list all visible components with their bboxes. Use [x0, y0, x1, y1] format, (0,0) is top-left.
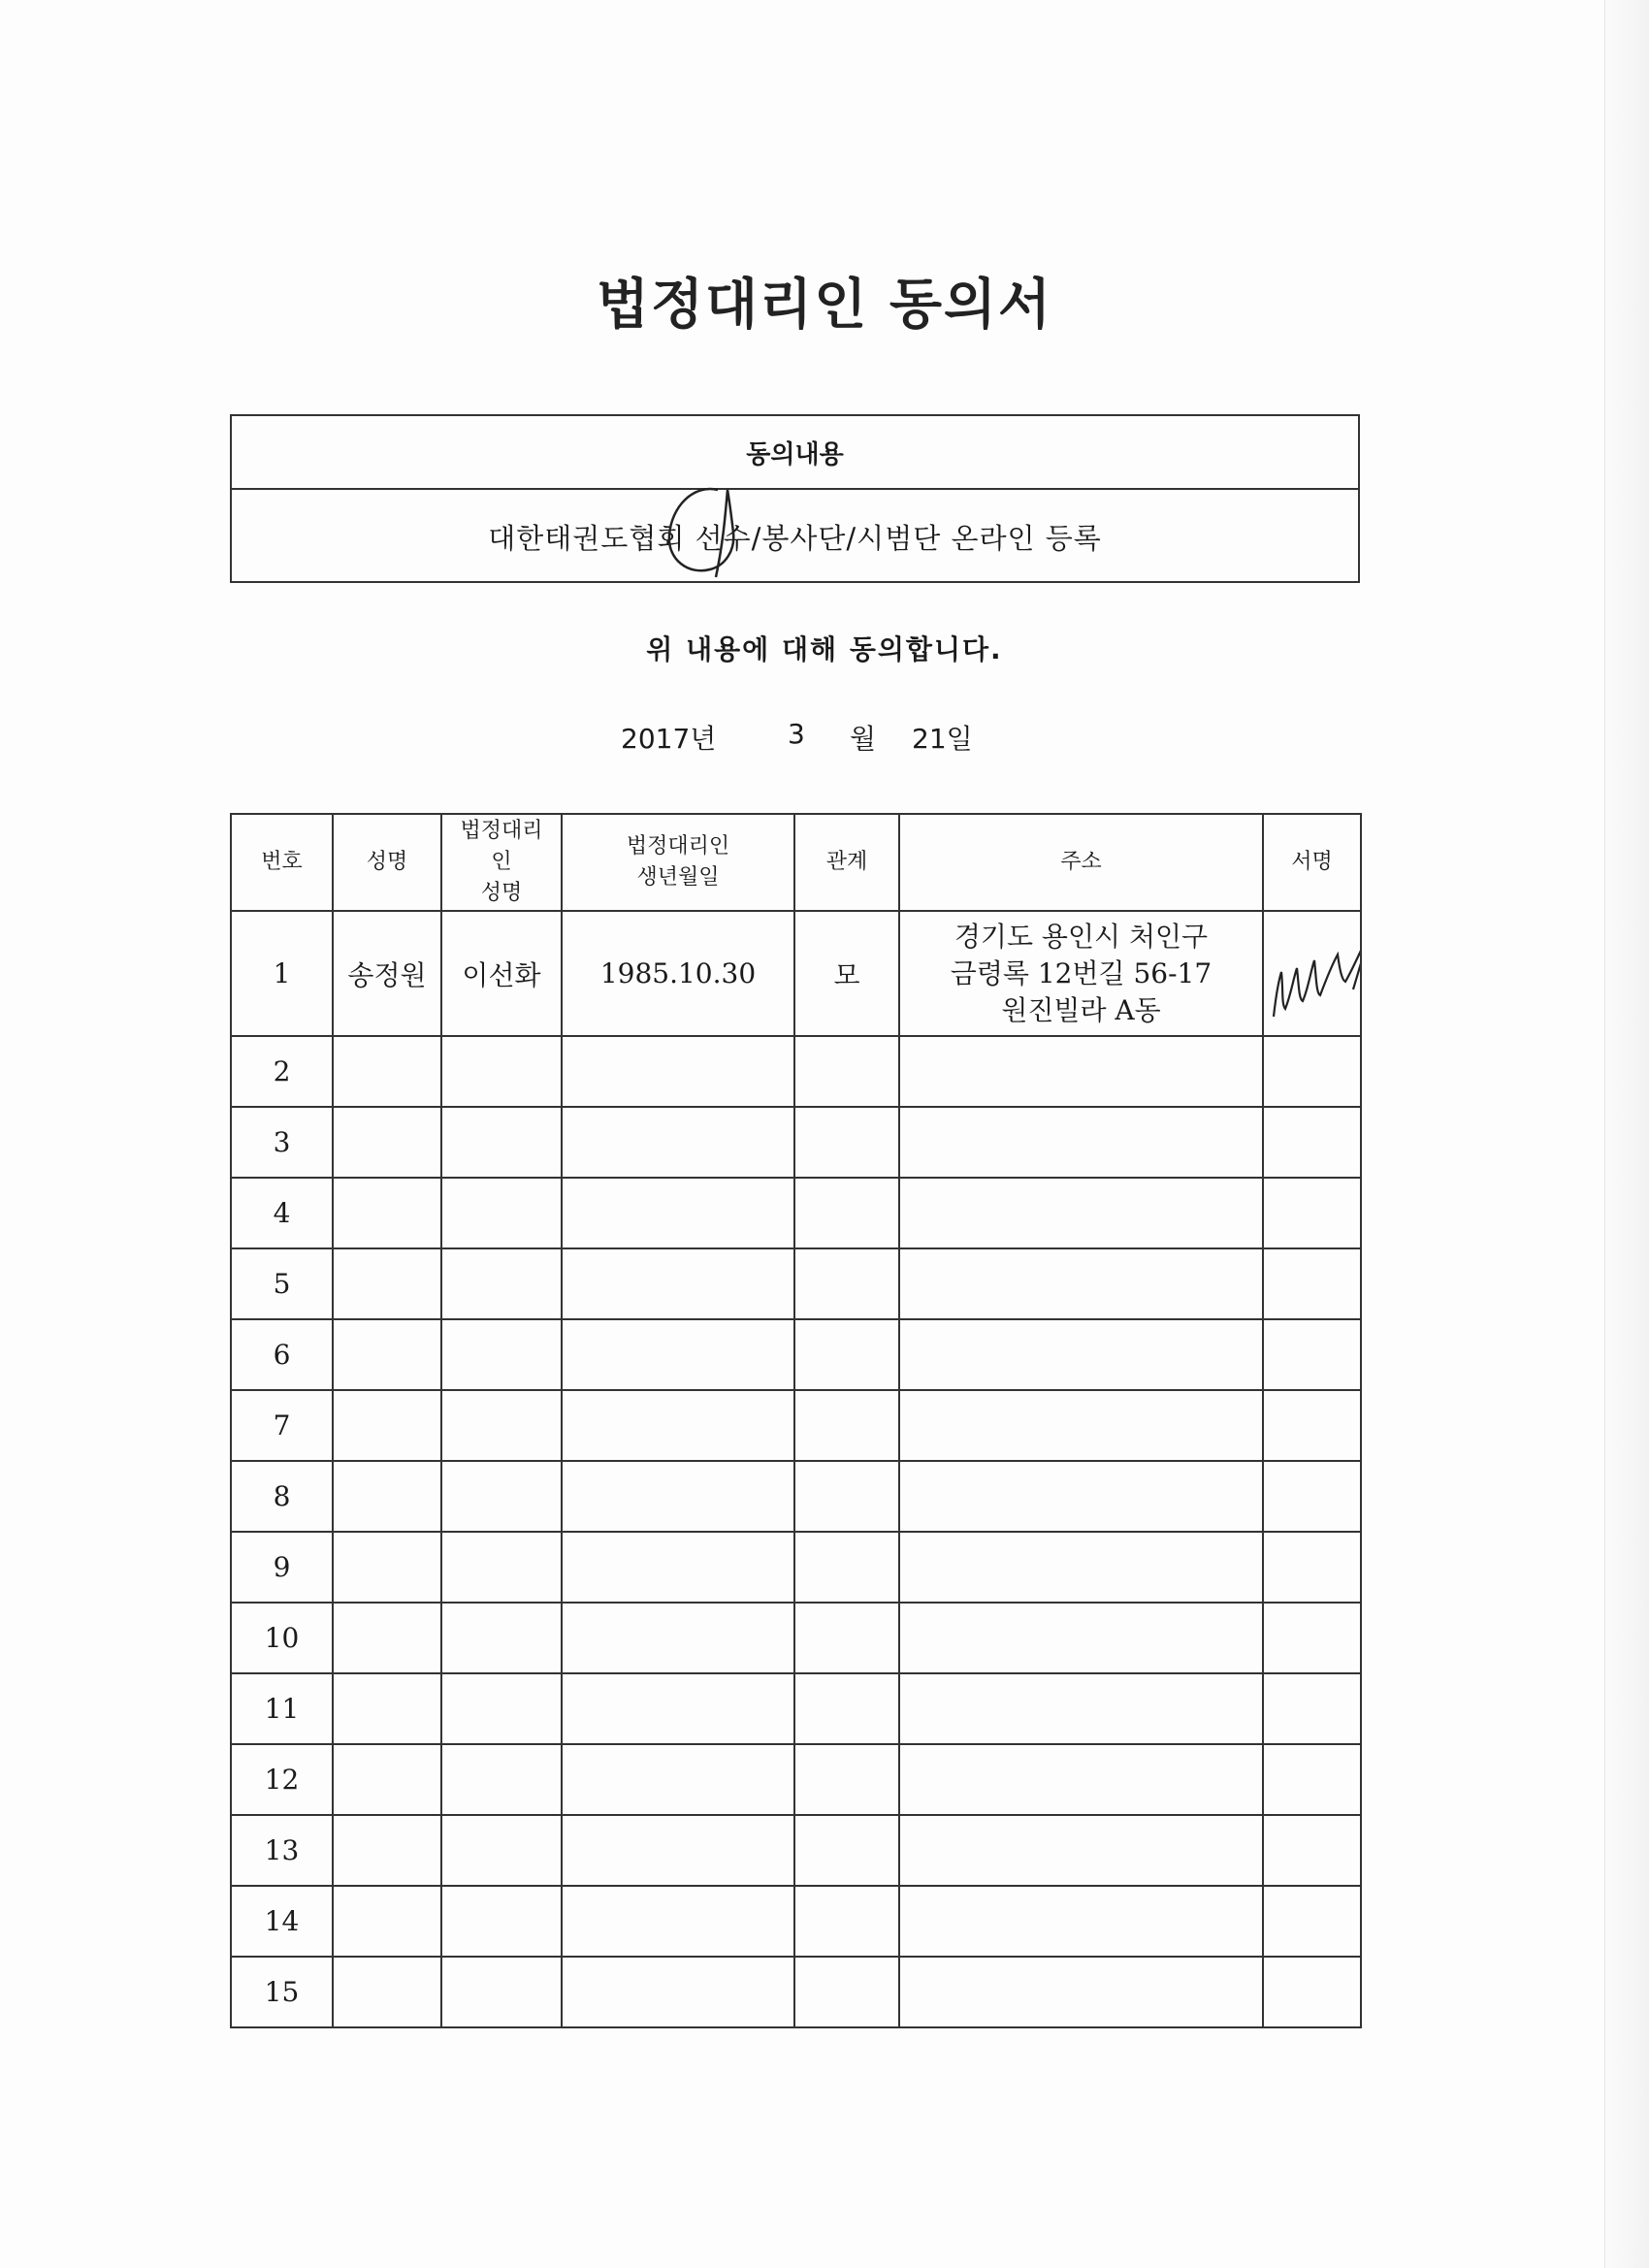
table-row	[231, 1673, 1361, 1744]
cell-relation	[794, 1107, 899, 1178]
cell-guardian-birth	[562, 1248, 794, 1319]
table-row	[231, 1178, 1361, 1248]
header-guardian-name-line3: 성명	[480, 881, 523, 905]
cell-address	[899, 1036, 1263, 1107]
cell-address	[899, 1886, 1263, 1957]
cell-name	[333, 1036, 441, 1107]
date-month-label: 월	[850, 723, 877, 755]
header-name: 성명	[333, 814, 441, 911]
cell-guardian-birth	[562, 1461, 794, 1532]
cell-name	[333, 1815, 441, 1886]
cell-address	[899, 1461, 1263, 1532]
cell-no: 14	[231, 1886, 333, 1957]
cell-no: 5	[231, 1248, 333, 1319]
cell-guardian-birth	[562, 1107, 794, 1178]
cell-no: 13	[231, 1815, 333, 1886]
cell-guardian-birth	[562, 1390, 794, 1461]
table-row	[231, 1886, 1361, 1957]
cell-signature	[1263, 1107, 1361, 1178]
cell-name	[333, 1603, 441, 1673]
cell-guardian-birth	[562, 1036, 794, 1107]
cell-guardian-name	[441, 1532, 562, 1603]
cell-relation	[794, 1673, 899, 1744]
cell-relation	[794, 1957, 899, 2027]
cell-no: 4	[231, 1178, 333, 1248]
cell-guardian-birth	[562, 1603, 794, 1673]
table-row	[231, 1603, 1361, 1673]
cell-relation	[794, 1319, 899, 1390]
table-row	[231, 1815, 1361, 1886]
cell-relation	[794, 1248, 899, 1319]
cell-name	[333, 1248, 441, 1319]
cell-name	[333, 1461, 441, 1532]
cell-guardian-birth	[562, 1532, 794, 1603]
table-row	[231, 1532, 1361, 1603]
cell-no: 7	[231, 1390, 333, 1461]
cell-signature	[1263, 911, 1361, 1036]
cell-no: 8	[231, 1461, 333, 1532]
cell-signature	[1263, 1603, 1361, 1673]
cell-guardian-name	[441, 1390, 562, 1461]
cell-relation: 모	[794, 911, 899, 1036]
cell-guardian-name	[441, 1107, 562, 1178]
cell-guardian-birth	[562, 1815, 794, 1886]
cell-guardian-birth	[562, 1673, 794, 1744]
date-month: 3	[788, 718, 805, 750]
cell-address	[899, 1957, 1263, 2027]
table-row	[231, 911, 1361, 1036]
cell-relation	[794, 1461, 899, 1532]
table-row	[231, 1107, 1361, 1178]
cell-guardian-birth: 1985.10.30	[562, 911, 794, 1036]
cell-address	[899, 1178, 1263, 1248]
cell-signature	[1263, 1461, 1361, 1532]
header-guardian-name	[441, 814, 562, 911]
cell-address	[899, 1532, 1263, 1603]
handwritten-circle-mark	[660, 482, 747, 579]
cell-signature	[1263, 1390, 1361, 1461]
date-year: 2017년	[621, 723, 717, 755]
cell-signature	[1263, 1532, 1361, 1603]
consent-box	[230, 414, 1360, 583]
cell-address	[899, 1603, 1263, 1673]
cell-name: 송정원	[333, 911, 441, 1036]
cell-relation	[794, 1390, 899, 1461]
cell-guardian-name	[441, 1178, 562, 1248]
address-line2: 금령록 12번길 56-17	[950, 956, 1212, 989]
table-header-row	[231, 814, 1361, 911]
header-signature: 서명	[1263, 814, 1361, 911]
cell-guardian-name	[441, 1673, 562, 1744]
cell-guardian-name	[441, 1744, 562, 1815]
address-line3: 원진빌라 A동	[1001, 993, 1161, 1026]
cell-no: 10	[231, 1603, 333, 1673]
cell-signature	[1263, 1036, 1361, 1107]
cell-name	[333, 1744, 441, 1815]
address-line1: 경기도 용인시 처인구	[954, 920, 1209, 953]
cell-no: 2	[231, 1036, 333, 1107]
header-guardian-birth-line2: 생년월일	[636, 865, 720, 890]
cell-signature	[1263, 1178, 1361, 1248]
cell-no: 11	[231, 1673, 333, 1744]
cell-signature	[1263, 1957, 1361, 2027]
cell-no: 1	[231, 911, 333, 1036]
consent-header: 동의내용	[232, 416, 1358, 490]
cell-guardian-birth	[562, 1319, 794, 1390]
header-guardian-name-line2: 인	[491, 850, 512, 874]
header-guardian-name-line1: 법정대리	[460, 819, 543, 843]
cell-no: 12	[231, 1744, 333, 1815]
table-row	[231, 1390, 1361, 1461]
cell-name	[333, 1673, 441, 1744]
cell-guardian-name: 이선화	[441, 911, 562, 1036]
cell-address	[899, 1248, 1263, 1319]
table-row	[231, 1957, 1361, 2027]
document-title: 법정대리인 동의서	[596, 274, 1053, 337]
guardian-table	[230, 813, 1362, 2028]
cell-relation	[794, 1603, 899, 1673]
cell-guardian-name	[441, 1461, 562, 1532]
cell-guardian-name	[441, 1319, 562, 1390]
cell-no: 15	[231, 1957, 333, 2027]
cell-no: 3	[231, 1107, 333, 1178]
cell-guardian-name	[441, 1886, 562, 1957]
handwritten-signature	[1264, 912, 1361, 1028]
table-row	[231, 1248, 1361, 1319]
cell-no: 6	[231, 1319, 333, 1390]
consent-statement: 위 내용에 대해 동의합니다.	[646, 633, 1003, 665]
cell-no: 9	[231, 1532, 333, 1603]
cell-guardian-birth	[562, 1744, 794, 1815]
cell-guardian-birth	[562, 1178, 794, 1248]
cell-guardian-name	[441, 1957, 562, 2027]
consent-content: 대한태권도협회 선수/봉사단/시범단 온라인 등록	[488, 521, 1102, 555]
date-day: 21일	[912, 723, 973, 755]
cell-signature	[1263, 1815, 1361, 1886]
cell-relation	[794, 1532, 899, 1603]
cell-relation	[794, 1815, 899, 1886]
cell-name	[333, 1107, 441, 1178]
header-relation: 관계	[794, 814, 899, 911]
cell-guardian-birth	[562, 1957, 794, 2027]
cell-relation	[794, 1178, 899, 1248]
cell-relation	[794, 1744, 899, 1815]
cell-address	[899, 911, 1263, 1036]
cell-name	[333, 1532, 441, 1603]
header-guardian-birth	[562, 814, 794, 911]
table-row	[231, 1461, 1361, 1532]
cell-address	[899, 1744, 1263, 1815]
table-row	[231, 1036, 1361, 1107]
header-no: 번호	[231, 814, 333, 911]
cell-signature	[1263, 1744, 1361, 1815]
cell-name	[333, 1390, 441, 1461]
table-row	[231, 1319, 1361, 1390]
cell-name	[333, 1957, 441, 2027]
cell-address	[899, 1390, 1263, 1461]
cell-name	[333, 1886, 441, 1957]
cell-signature	[1263, 1886, 1361, 1957]
cell-guardian-name	[441, 1248, 562, 1319]
cell-guardian-name	[441, 1815, 562, 1886]
cell-name	[333, 1178, 441, 1248]
cell-address	[899, 1319, 1263, 1390]
cell-signature	[1263, 1673, 1361, 1744]
cell-relation	[794, 1886, 899, 1957]
cell-address	[899, 1673, 1263, 1744]
header-address: 주소	[899, 814, 1263, 911]
cell-guardian-name	[441, 1036, 562, 1107]
cell-signature	[1263, 1319, 1361, 1390]
cell-guardian-name	[441, 1603, 562, 1673]
cell-relation	[794, 1036, 899, 1107]
cell-guardian-birth	[562, 1886, 794, 1957]
header-guardian-birth-line1: 법정대리인	[626, 834, 730, 859]
cell-name	[333, 1319, 441, 1390]
table-row	[231, 1744, 1361, 1815]
scan-edge	[1604, 0, 1649, 2268]
cell-address	[899, 1107, 1263, 1178]
cell-address	[899, 1815, 1263, 1886]
cell-signature	[1263, 1248, 1361, 1319]
